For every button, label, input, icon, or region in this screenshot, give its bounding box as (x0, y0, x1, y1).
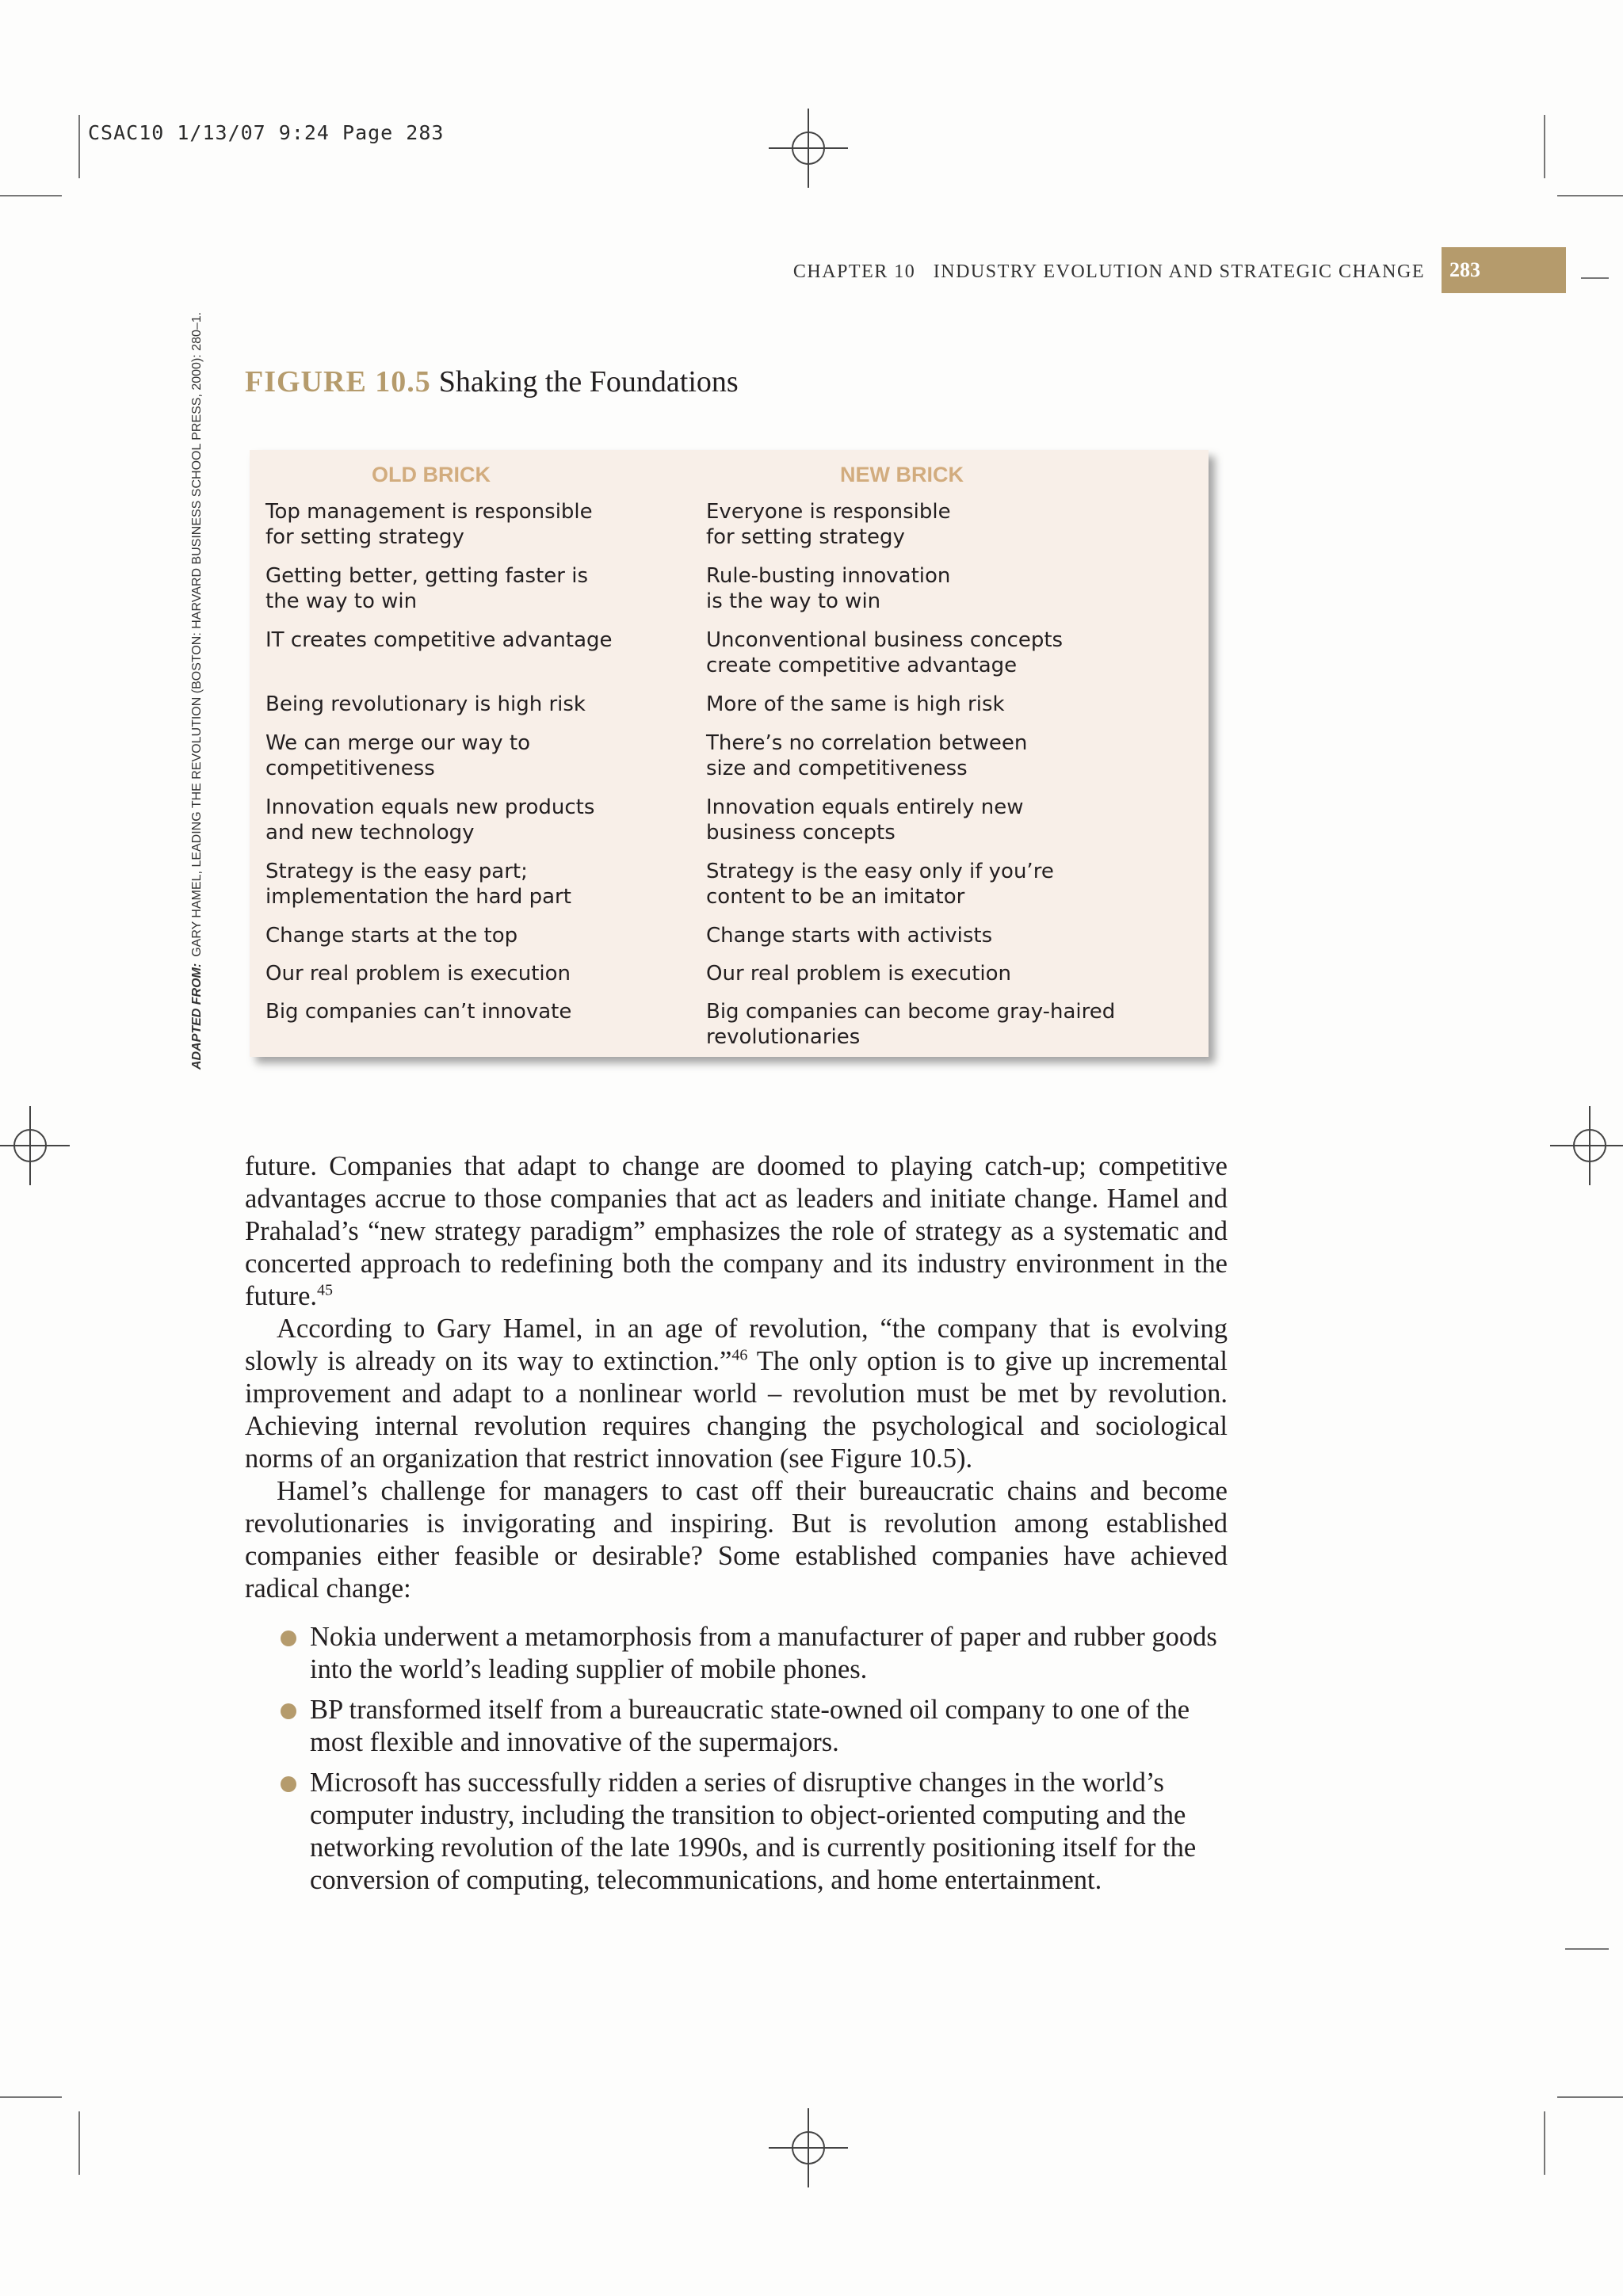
old-brick-cell: Getting better, getting faster is the way to win (265, 564, 589, 613)
credit-lead: ADAPTED FROM: (190, 963, 204, 1070)
crop-mark (1544, 2111, 1545, 2175)
paragraph (245, 1313, 1228, 1475)
old-brick-cell: Change starts at the top (265, 924, 518, 948)
new-brick-cell: Rule-busting innovation is the way to win (706, 564, 951, 613)
old-brick-cell: We can merge our way to competitiveness (265, 731, 531, 780)
list-item-text: Nokia underwent a metamorphosis from a manufacturer of paper and rubber goods into the world’s leading supplier of mobile phones. (310, 1622, 1217, 1684)
new-brick-cell: Unconventional business concepts create competitive advantage (706, 628, 1064, 677)
footnote-ref[interactable]: 45 (317, 1281, 334, 1299)
old-brick-cell: Innovation equals new products and new technology (265, 795, 595, 845)
column-header-old: OLD BRICK (372, 463, 491, 486)
crop-mark (1581, 277, 1609, 279)
new-brick-cell: More of the same is high risk (706, 692, 1005, 716)
old-brick-cell: Strategy is the easy part; implementation the hard part (265, 860, 571, 909)
crop-mark (1544, 115, 1545, 178)
page-number: 283 (1442, 247, 1566, 293)
body-text (245, 1150, 1228, 1905)
new-brick-cell: Innovation equals entirely new business concepts (706, 795, 1024, 845)
old-brick-cell: Big companies can’t innovate (265, 1000, 572, 1024)
list-item (245, 1694, 1228, 1759)
crop-mark (1565, 1948, 1609, 1950)
list-item (245, 1767, 1228, 1897)
crop-mark (1557, 2096, 1623, 2098)
new-brick-cell: Our real problem is execution (706, 962, 1012, 986)
footnote-ref[interactable]: 46 (731, 1346, 748, 1364)
new-brick-cell: Change starts with activists (706, 924, 993, 948)
registration-mark-icon (1550, 1106, 1623, 1185)
crop-mark (1557, 195, 1623, 196)
bullet-list (245, 1621, 1228, 1897)
old-brick-cell: Top management is responsible for setting strategy (265, 500, 593, 549)
paragraph: Hamel’s challenge for managers to cast off their bureaucratic chains and become revolutionaries is invigorating and inspiring. But is revolution among established companies either feasible or desirable? Some established companies have achieved radical change: (245, 1476, 1228, 1604)
list-item-text: Microsoft has successfully ridden a series of disruptive changes in the world’s computer industry, including the transition to object-oriented computing and the networking revolution of the late 1990s, and is currently positioning itself for the conversion of computing, telecommunications, and home entertainment. (310, 1768, 1197, 1895)
old-brick-cell: Being revolutionary is high risk (265, 692, 586, 716)
new-brick-cell: There’s no correlation between size and competitiveness (706, 731, 1028, 780)
paragraph (245, 1150, 1228, 1313)
paragraph-text: The only option is to give up incremental improvement and adapt to a nonlinear world – revolution must be met by revolution. Achieving internal revolution requires changing the psychological and sociological norms of an organization that restrict innovation (see Figure 10.5). (245, 1346, 1228, 1474)
figure-caption (245, 364, 739, 399)
figure-title: Shaking the Foundations (438, 365, 739, 399)
figure-label: FIGURE 10.5 (245, 365, 431, 399)
new-brick-cell: Big companies can become gray-haired revolutionaries (706, 1000, 1116, 1049)
credit-text: GARY HAMEL, LEADING THE REVOLUTION (BOSTON: HARVARD BUSINESS SCHOOL PRESS, 2000): 280–1. (190, 311, 204, 957)
registration-mark-icon (769, 2108, 848, 2187)
paragraph-text: future. Companies that adapt to change are doomed to playing catch-up; competitive advantages accrue to those companies that act as leaders and initiate change. Hamel and Prahalad’s “new strategy paradigm” emphasizes the role of strategy as a systematic and concerted approach to redefining both the company and its industry environment in the future. (245, 1151, 1228, 1311)
old-brick-cell: Our real problem is execution (265, 962, 571, 986)
crop-mark (0, 2096, 62, 2098)
crop-mark (78, 2111, 80, 2175)
bullet-icon (281, 1630, 296, 1646)
registration-mark-icon (0, 1106, 70, 1185)
crop-mark (78, 115, 80, 178)
list-item (245, 1621, 1228, 1686)
crop-mark (0, 195, 62, 196)
registration-mark-icon (769, 109, 848, 188)
new-brick-cell: Everyone is responsible for setting strategy (706, 500, 951, 549)
column-header-new: NEW BRICK (840, 463, 964, 486)
list-item-text: BP transformed itself from a bureaucratic state-owned oil company to one of the most flexible and innovative of the supermajors. (310, 1695, 1190, 1757)
printer-slug: CSAC10 1/13/07 9:24 Page 283 (88, 121, 445, 144)
paragraph-text: According to Gary Hamel, in an age of revolution, “the company that is evolving slowly is already on its way to extinction.” (245, 1314, 1228, 1376)
bullet-icon (281, 1776, 296, 1792)
figure-table (250, 450, 1209, 1057)
figure-credit (190, 312, 204, 1070)
bullet-icon (281, 1703, 296, 1719)
running-head: CHAPTER 10 INDUSTRY EVOLUTION AND STRATEGIC CHANGE (792, 261, 1425, 282)
new-brick-cell: Strategy is the easy only if you’re content to be an imitator (706, 860, 1054, 909)
old-brick-cell: IT creates competitive advantage (265, 628, 613, 652)
